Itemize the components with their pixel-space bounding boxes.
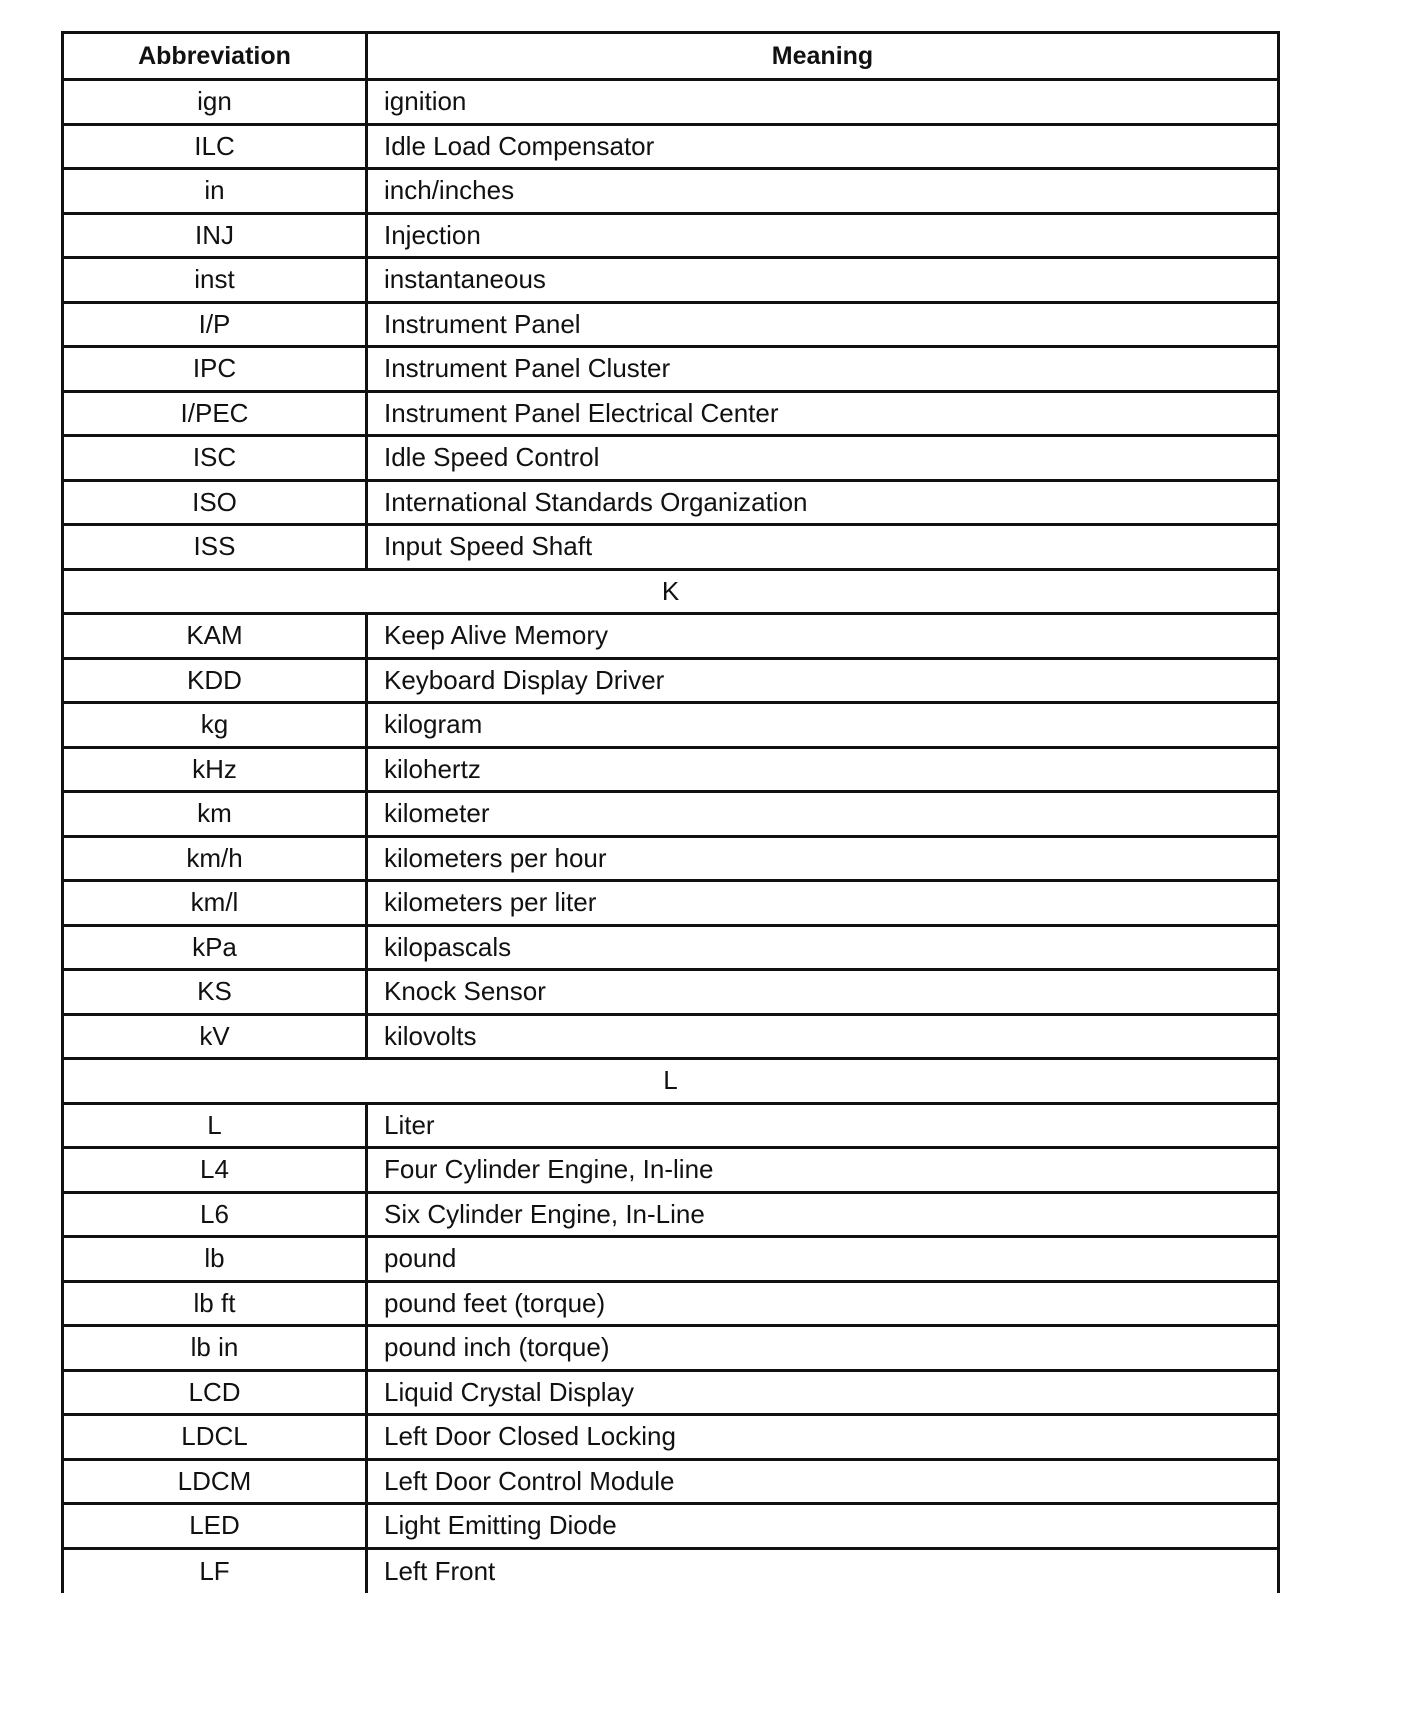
abbreviation-cell: ILC xyxy=(63,124,367,169)
table-row xyxy=(63,1103,1279,1148)
meaning-cell: Liter xyxy=(367,1103,1279,1148)
abbreviation-cell: I/PEC xyxy=(63,391,367,436)
meaning-cell: ignition xyxy=(367,80,1279,125)
meaning-cell: pound feet (torque) xyxy=(367,1281,1279,1326)
abbreviation-cell: km/h xyxy=(63,836,367,881)
table-row xyxy=(63,525,1279,570)
table-row xyxy=(63,1326,1279,1371)
abbreviation-cell: ISC xyxy=(63,436,367,481)
table-row xyxy=(63,1415,1279,1460)
abbreviation-cell: KDD xyxy=(63,658,367,703)
abbreviation-cell: L4 xyxy=(63,1148,367,1193)
table-row xyxy=(63,836,1279,881)
abbreviation-cell: km/l xyxy=(63,881,367,926)
abbreviation-cell: kV xyxy=(63,1014,367,1059)
table-row xyxy=(63,258,1279,303)
abbreviation-cell: L6 xyxy=(63,1192,367,1237)
meaning-cell: Keyboard Display Driver xyxy=(367,658,1279,703)
abbreviation-cell: inst xyxy=(63,258,367,303)
abbreviation-cell: kHz xyxy=(63,747,367,792)
meaning-cell: Instrument Panel Electrical Center xyxy=(367,391,1279,436)
table-row xyxy=(63,1370,1279,1415)
abbreviation-cell: INJ xyxy=(63,213,367,258)
abbreviation-cell: kPa xyxy=(63,925,367,970)
meaning-cell: International Standards Organization xyxy=(367,480,1279,525)
meaning-cell: inch/inches xyxy=(367,169,1279,214)
abbreviation-table xyxy=(61,31,1280,1593)
table-row xyxy=(63,970,1279,1015)
table-row xyxy=(63,1237,1279,1282)
abbreviation-cell: kg xyxy=(63,703,367,748)
meaning-cell: Injection xyxy=(367,213,1279,258)
meaning-cell: kilohertz xyxy=(367,747,1279,792)
table-row xyxy=(63,436,1279,481)
abbreviation-cell: LF xyxy=(63,1548,367,1593)
meaning-cell: pound inch (torque) xyxy=(367,1326,1279,1371)
header-row xyxy=(63,33,1279,80)
table-row xyxy=(63,80,1279,125)
meaning-cell: Light Emitting Diode xyxy=(367,1504,1279,1549)
table-row xyxy=(63,1192,1279,1237)
meaning-cell: kilometers per hour xyxy=(367,836,1279,881)
section-row xyxy=(63,1059,1279,1104)
table-row xyxy=(63,1281,1279,1326)
abbreviation-cell: L xyxy=(63,1103,367,1148)
table-row xyxy=(63,1148,1279,1193)
table-row xyxy=(63,347,1279,392)
meaning-cell: kilometers per liter xyxy=(367,881,1279,926)
table-row xyxy=(63,792,1279,837)
meaning-cell: instantaneous xyxy=(367,258,1279,303)
abbreviation-cell: LCD xyxy=(63,1370,367,1415)
abbreviation-cell: LDCM xyxy=(63,1459,367,1504)
meaning-cell: kilovolts xyxy=(367,1014,1279,1059)
meaning-cell: Knock Sensor xyxy=(367,970,1279,1015)
meaning-cell: Liquid Crystal Display xyxy=(367,1370,1279,1415)
meaning-cell: Instrument Panel xyxy=(367,302,1279,347)
table-row xyxy=(63,703,1279,748)
meaning-cell: Input Speed Shaft xyxy=(367,525,1279,570)
column-header-abbreviation: Abbreviation xyxy=(63,33,367,80)
abbreviation-cell: lb in xyxy=(63,1326,367,1371)
abbreviation-cell: ISS xyxy=(63,525,367,570)
meaning-cell: kilogram xyxy=(367,703,1279,748)
table-row xyxy=(63,658,1279,703)
table-row xyxy=(63,391,1279,436)
meaning-cell: pound xyxy=(367,1237,1279,1282)
table-row xyxy=(63,881,1279,926)
section-row xyxy=(63,569,1279,614)
meaning-cell: Left Front xyxy=(384,1555,496,1586)
table-row xyxy=(63,169,1279,214)
abbreviation-cell: KAM xyxy=(63,614,367,659)
abbreviation-cell: ign xyxy=(63,80,367,125)
column-header-meaning: Meaning xyxy=(367,33,1279,80)
meaning-cell: Four Cylinder Engine, In-line xyxy=(367,1148,1279,1193)
meaning-cell: kilometer xyxy=(367,792,1279,837)
meaning-cell: Instrument Panel Cluster xyxy=(367,347,1279,392)
abbreviation-cell: IPC xyxy=(63,347,367,392)
abbreviation-cell: lb ft xyxy=(63,1281,367,1326)
abbreviation-cell: LDCL xyxy=(63,1415,367,1460)
table-row xyxy=(63,124,1279,169)
table-row xyxy=(63,1504,1279,1549)
meaning-cell: Idle Load Compensator xyxy=(367,124,1279,169)
table-row xyxy=(63,747,1279,792)
table-row xyxy=(63,1548,1279,1593)
meaning-cell: Idle Speed Control xyxy=(367,436,1279,481)
table-row xyxy=(63,302,1279,347)
abbreviation-cell: I/P xyxy=(63,302,367,347)
table-row xyxy=(63,480,1279,525)
section-letter: K xyxy=(63,569,1279,614)
table-row xyxy=(63,213,1279,258)
meaning-cell: kilopascals xyxy=(367,925,1279,970)
meaning-cell: Left Door Control Module xyxy=(367,1459,1279,1504)
table-row xyxy=(63,925,1279,970)
meaning-cell: Keep Alive Memory xyxy=(367,614,1279,659)
meaning-cell: Six Cylinder Engine, In-Line xyxy=(367,1192,1279,1237)
section-letter: L xyxy=(63,1059,1279,1104)
table-row xyxy=(63,1014,1279,1059)
abbreviation-cell: LED xyxy=(63,1504,367,1549)
abbreviation-cell: lb xyxy=(63,1237,367,1282)
table-body xyxy=(63,80,1279,1593)
table-row xyxy=(63,614,1279,659)
abbreviation-cell: in xyxy=(63,169,367,214)
abbreviation-cell: KS xyxy=(63,970,367,1015)
abbreviation-cell: ISO xyxy=(63,480,367,525)
meaning-cell: Left Door Closed Locking xyxy=(367,1415,1279,1460)
abbreviation-cell: km xyxy=(63,792,367,837)
table-row xyxy=(63,1459,1279,1504)
